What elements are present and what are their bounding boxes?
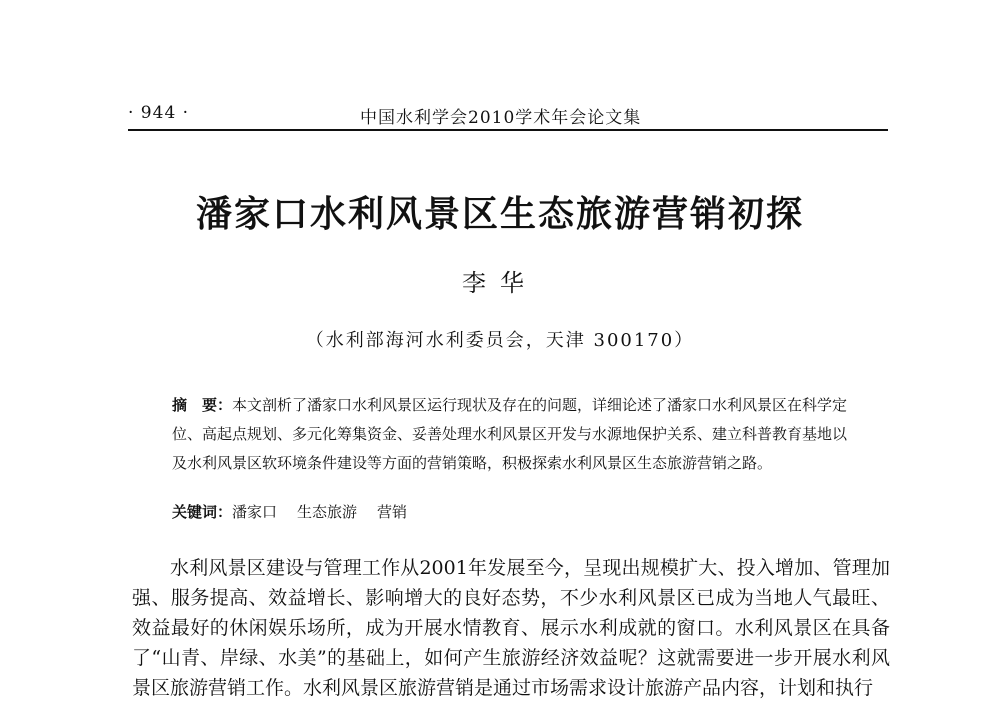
body-paragraph: 水利风景区建设与管理工作从2001年发展至今，呈现出规模扩大、投入增加、管理加强、服务提高、效益增长、影响增大的良好态势，不少水利风景区已成为当地人气最旺、效益最好的休闲娱乐场所，成为开展水情教育、展示水利成就的窗口。水利风景区在具备了“山青、岸绿、水美”的基础上，如何产生旅游经济效益呢？这就需要进一步开展水利风景区旅游营销工作。水利风景区旅游营销是通过市场需求设计旅游产品内容，计划和执行 [132, 557, 890, 699]
keyword: 生态旅游 [297, 503, 358, 521]
page-number: · 944 · [128, 103, 190, 123]
header-rule [128, 129, 888, 131]
keyword: 潘家口 [232, 503, 278, 521]
keywords-label: 关键词： [172, 503, 233, 521]
affiliation: （水利部海河水利委员会，天津 300170） [305, 330, 695, 351]
abstract-text: 本文剖析了潘家口水利风景区运行现状及存在的问题，详细论述了潘家口水利风景区在科学定位、高起点规划、多元化筹集资金、妥善处理水利风景区开发与水源地保护关系、建立科普教育基地以及水利风景区软环境条件建设等方面的营销策略，积极探索水利风景区生态旅游营销之路。 [172, 396, 848, 472]
running-title: 中国水利学会2010学术年会论文集 [360, 108, 642, 128]
keywords [172, 500, 852, 524]
author: 李华 [462, 269, 538, 297]
abstract-label: 摘 要： [172, 396, 233, 414]
paper-title: 潘家口水利风景区生态旅游营销初探 [195, 194, 804, 235]
keyword: 营销 [377, 503, 408, 521]
abstract [172, 391, 852, 478]
